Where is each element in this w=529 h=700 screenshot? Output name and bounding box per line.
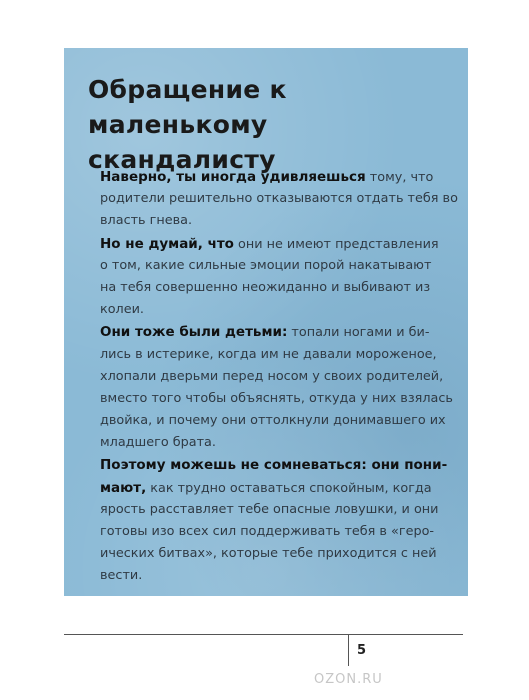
plain-text: младшего брата. bbox=[100, 435, 216, 451]
plain-text: родители решительно отказываются отдать тебя во bbox=[100, 191, 458, 207]
plain-text: двойка, и почему они оттолкнули донимавшего их bbox=[100, 413, 446, 429]
body-text bbox=[100, 166, 458, 588]
plain-text: ярость расставляет тебе опасные ловушки, и они bbox=[100, 501, 439, 517]
text-line bbox=[100, 521, 448, 543]
paragraph bbox=[100, 321, 453, 454]
plain-text: лись в истерике, когда им не давали мороженое, bbox=[100, 346, 437, 362]
footer-rule bbox=[64, 634, 463, 635]
plain-text: топали ногами и би- bbox=[287, 325, 430, 341]
plain-text: тому, что bbox=[365, 170, 434, 185]
plain-text: хлопали дверьми перед носом у своих родителей, bbox=[100, 368, 444, 384]
text-line bbox=[100, 188, 458, 210]
plain-text: они не имеют представления bbox=[233, 236, 439, 252]
plain-text: как трудно оставаться спокойным, когда bbox=[146, 480, 432, 496]
plain-text: вести. bbox=[100, 568, 143, 584]
plain-text: на тебя совершенно неожиданно и выбивают из bbox=[100, 279, 431, 295]
plain-text: власть гнева. bbox=[100, 213, 193, 229]
plain-text: о том, какие сильные эмоции порой накатывают bbox=[100, 257, 432, 273]
title-line: скандалисту bbox=[88, 145, 276, 174]
text-line bbox=[100, 299, 448, 321]
page-title bbox=[88, 72, 458, 177]
text-line bbox=[100, 321, 448, 343]
text-line bbox=[100, 454, 448, 476]
text-line bbox=[100, 499, 448, 521]
text-line bbox=[100, 388, 453, 410]
text-line bbox=[100, 477, 448, 499]
plain-text: колеи. bbox=[100, 302, 144, 318]
text-line bbox=[100, 410, 448, 432]
bold-phrase: Наверно, ты иногда удивляешься bbox=[100, 169, 366, 185]
text-line bbox=[100, 344, 448, 366]
plain-text: ических битвах», которые тебе приходится с ней bbox=[100, 546, 437, 562]
bold-phrase: Но не думай, что bbox=[100, 235, 234, 252]
title-line: Обращение к маленькому bbox=[88, 75, 287, 139]
plain-text: готовы изо всех сил поддерживать тебя в «геро- bbox=[100, 524, 435, 539]
footer-divider bbox=[348, 634, 349, 666]
text-line bbox=[100, 233, 448, 255]
plain-text: вместо того чтобы объяснять, откуда у них взялась bbox=[100, 390, 453, 406]
text-line bbox=[100, 210, 448, 232]
paragraph bbox=[100, 166, 458, 233]
bold-phrase: Они тоже были детьми: bbox=[100, 324, 288, 341]
paragraph bbox=[100, 454, 448, 587]
bold-phrase: мают, bbox=[100, 479, 147, 496]
text-line bbox=[100, 166, 448, 188]
paragraph bbox=[100, 233, 448, 322]
page-number: 5 bbox=[357, 643, 367, 658]
text-line bbox=[100, 543, 448, 565]
text-line bbox=[100, 565, 448, 587]
watermark: OZON.RU bbox=[314, 672, 383, 687]
text-line bbox=[100, 277, 448, 299]
text-line bbox=[100, 255, 448, 277]
bold-phrase: Поэтому можешь не сомневаться: они пони- bbox=[100, 457, 448, 474]
text-line bbox=[100, 366, 448, 388]
text-line bbox=[100, 432, 448, 454]
